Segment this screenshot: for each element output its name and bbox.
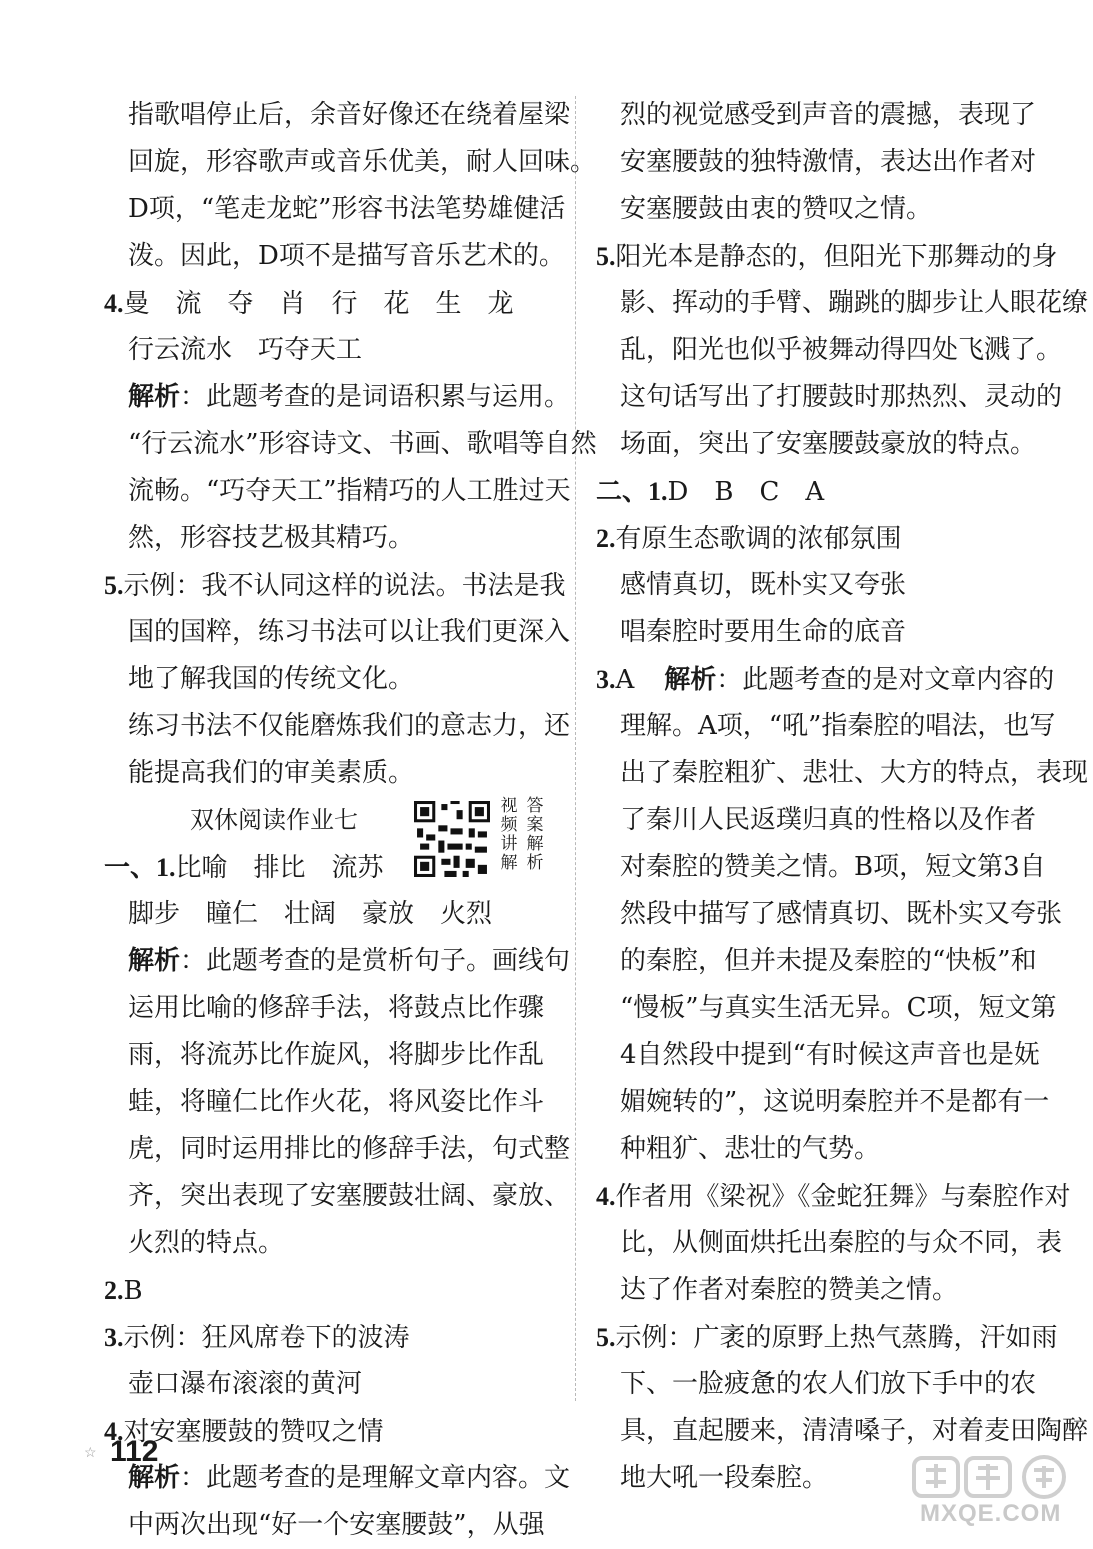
answer-4 (104, 280, 559, 327)
analysis-line: 中两次出现“好一个安塞腰鼓”，从强 (128, 1510, 545, 1540)
qr-code-icon[interactable] (414, 801, 490, 877)
answer-text: B (123, 1276, 143, 1306)
analysis-line: “行云流水”形容诗文、书画、歌唱等自然 (128, 429, 597, 459)
analysis-line: 运用比喻的修辞手法，将鼓点比作骤 (128, 993, 545, 1023)
analysis-line: 的秦腔，但并未提及秦腔的“快板”和 (620, 946, 1037, 976)
analysis-label: 解析 (128, 1463, 181, 1493)
section-2-answer-1 (596, 468, 1056, 515)
left-column (104, 92, 597, 1549)
answer-text: 有原生态歌调的浓郁氛围 (615, 524, 902, 554)
analysis-line: 理解。A项，“吼”指秦腔的唱法，也写 (620, 711, 1056, 741)
question-number: 4. (104, 289, 124, 318)
answer-text: 场面，突出了安塞腰鼓豪放的特点。 (620, 429, 1037, 459)
question-number: 5. (596, 242, 616, 271)
analysis-line: 了秦川人民返璞归真的性格以及作者 (620, 805, 1037, 835)
analysis-text: ：此题考查的是对文章内容的 (716, 665, 1055, 695)
answer-text: 脚步 瞳仁 壮阔 豪放 火烈 (128, 899, 493, 929)
analysis-line (104, 938, 571, 985)
analysis-line: 蛙，将瞳仁比作火花，将风姿比作斗 (128, 1087, 545, 1117)
watermark-text: MXQE.COM (920, 1500, 1062, 1527)
analysis-text: ：此题考查的是赏析句子。画线句 (180, 946, 571, 976)
answer-text: 唱秦腔时要用生命的底音 (620, 617, 907, 647)
analysis-label: 解析 (128, 946, 181, 976)
qr-label (498, 797, 552, 873)
answer-text: 比喻 排比 流苏 (175, 853, 384, 883)
answer-2 (104, 1267, 559, 1314)
answer-text: 地大吼一段秦腔。 (620, 1463, 829, 1493)
page-ornament-icon: ☆ (84, 1445, 97, 1461)
answer-4b (104, 1408, 559, 1455)
analysis-line (104, 374, 571, 421)
qr-label-video: 视频讲解 (500, 796, 518, 873)
analysis-text: ：此题考查的是词语积累与运用。 (180, 382, 571, 412)
answer-text: 阳光本是静态的，但阳光下那舞动的身 (615, 242, 1058, 272)
answer-text: 能提高我们的审美素质。 (128, 758, 415, 788)
answer-text: 国的国粹，练习书法可以让我们更深入 (128, 617, 571, 647)
analysis-line: 流畅。“巧夺天工”指精巧的人工胜过天 (128, 476, 571, 506)
answer-text: 这句话写出了打腰鼓时那热烈、灵动的 (620, 382, 1063, 412)
analysis-line: 对秦腔的赞美之情。B项，短文第3自 (620, 852, 1046, 882)
answer-4 (596, 1173, 1071, 1220)
question-number: 4. (104, 1417, 124, 1446)
question-number: 4. (596, 1182, 616, 1211)
answer-text: 感情真切，既朴实又夸张 (620, 570, 907, 600)
page-number: 112 (110, 1435, 159, 1468)
answer-text: 示例：广袤的原野上热气蒸腾，汗如雨 (615, 1323, 1058, 1353)
analysis-line: 火烈的特点。 (128, 1228, 285, 1258)
answer-text: 对安塞腰鼓的赞叹之情 (123, 1417, 384, 1447)
analysis-line: 然段中描写了感情真切、既朴实又夸张 (620, 899, 1063, 929)
question-number: 2. (104, 1276, 124, 1305)
analysis-line: 然，形容技艺极其精巧。 (128, 523, 415, 553)
analysis-line: 4自然段中提到“有时候这声音也是妩 (620, 1040, 1040, 1070)
answer-text: 影、挥动的手臂、蹦跳的脚步让人眼花缭 (620, 288, 1089, 318)
answer-choice: A (615, 665, 635, 695)
site-watermark (912, 1452, 1087, 1532)
answer-5 (596, 233, 1056, 280)
analysis-line: 虎，同时运用排比的修辞手法，句式整 (128, 1134, 571, 1164)
section-1-answer-1 (104, 844, 404, 891)
answer-text: 练习书法不仅能磨炼我们的意志力，还 (128, 711, 571, 741)
answer-text: 示例：我不认同这样的说法。书法是我 (123, 571, 566, 601)
analysis-line: 种粗犷、悲壮的气势。 (620, 1134, 881, 1164)
watermark-logo-icon (912, 1452, 1087, 1500)
column-divider (575, 96, 576, 1401)
answer-text: 具，直起腰来，清清嗓子，对着麦田陶醉 (620, 1416, 1089, 1446)
text-line: 泼。因此，D项不是描写音乐艺术的。 (128, 241, 565, 271)
section-title: 双休阅读作业七 (190, 806, 358, 834)
answer-text: D B C A (667, 477, 825, 507)
question-number: 二、1. (596, 477, 668, 506)
analysis-line: 出了秦腔粗犷、悲壮、大方的特点，表现 (620, 758, 1089, 788)
qr-code-block[interactable] (414, 797, 554, 881)
answer-3 (596, 656, 1056, 703)
analysis-label: 解析 (664, 665, 717, 695)
answer-text: 作者用《梁祝》《金蛇狂舞》与秦腔作对 (615, 1182, 1071, 1212)
analysis-label: 解析 (128, 382, 181, 412)
text-line: 回旋，形容歌声或音乐优美，耐人回味。 (128, 147, 597, 177)
question-number: 2. (596, 524, 616, 553)
right-column (596, 92, 1089, 1502)
answer-text: 壶口瀑布滚滚的黄河 (128, 1369, 363, 1399)
answer-text: 达了作者对秦腔的赞美之情。 (620, 1275, 959, 1305)
analysis-line: 雨，将流苏比作旋风，将脚步比作乱 (128, 1040, 545, 1070)
answer-2 (596, 515, 1056, 562)
question-number: 3. (596, 665, 616, 694)
analysis-line (104, 1455, 571, 1502)
answer-3 (104, 1314, 559, 1361)
question-number: 3. (104, 1323, 124, 1352)
section-header (104, 797, 559, 891)
answer-text: 乱，阳光也似乎被舞动得四处飞溅了。 (620, 335, 1063, 365)
text-line: 烈的视觉感受到声音的震撼，表现了 (620, 100, 1037, 130)
analysis-line: 媚婉转的”，这说明秦腔并不是都有一 (620, 1087, 1050, 1117)
answer-text: 示例：狂风席卷下的波涛 (123, 1323, 410, 1353)
analysis-line: 齐，突出表现了安塞腰鼓壮阔、豪放、 (128, 1181, 571, 1211)
analysis-text: ：此题考查的是理解文章内容。文 (180, 1463, 571, 1493)
analysis-line: “慢板”与真实生活无异。C项，短文第 (620, 993, 1057, 1023)
answer-text: 比，从侧面烘托出秦腔的与众不同，表 (620, 1228, 1063, 1258)
answer-text: 下、一脸疲惫的农人们放下手中的农 (620, 1369, 1037, 1399)
text-line: 安塞腰鼓由衷的赞叹之情。 (620, 194, 933, 224)
question-number: 一、1. (104, 853, 176, 882)
answer-text: 地了解我国的传统文化。 (128, 664, 415, 694)
question-number: 5. (596, 1323, 616, 1352)
answer-5b (596, 1314, 1056, 1361)
answer-text: 曼 流 夺 肖 行 花 生 龙 (123, 289, 514, 319)
question-number: 5. (104, 571, 124, 600)
answer-text: 行云流水 巧夺天工 (128, 335, 363, 365)
text-line: 指歌唱停止后，余音好像还在绕着屋梁 (128, 100, 571, 130)
qr-label-answer: 答案解析 (526, 796, 544, 873)
text-line: 安塞腰鼓的独特激情，表达出作者对 (620, 147, 1037, 177)
text-line: D项，“笔走龙蛇”形容书法笔势雄健活 (128, 194, 566, 224)
answer-5 (104, 562, 566, 609)
